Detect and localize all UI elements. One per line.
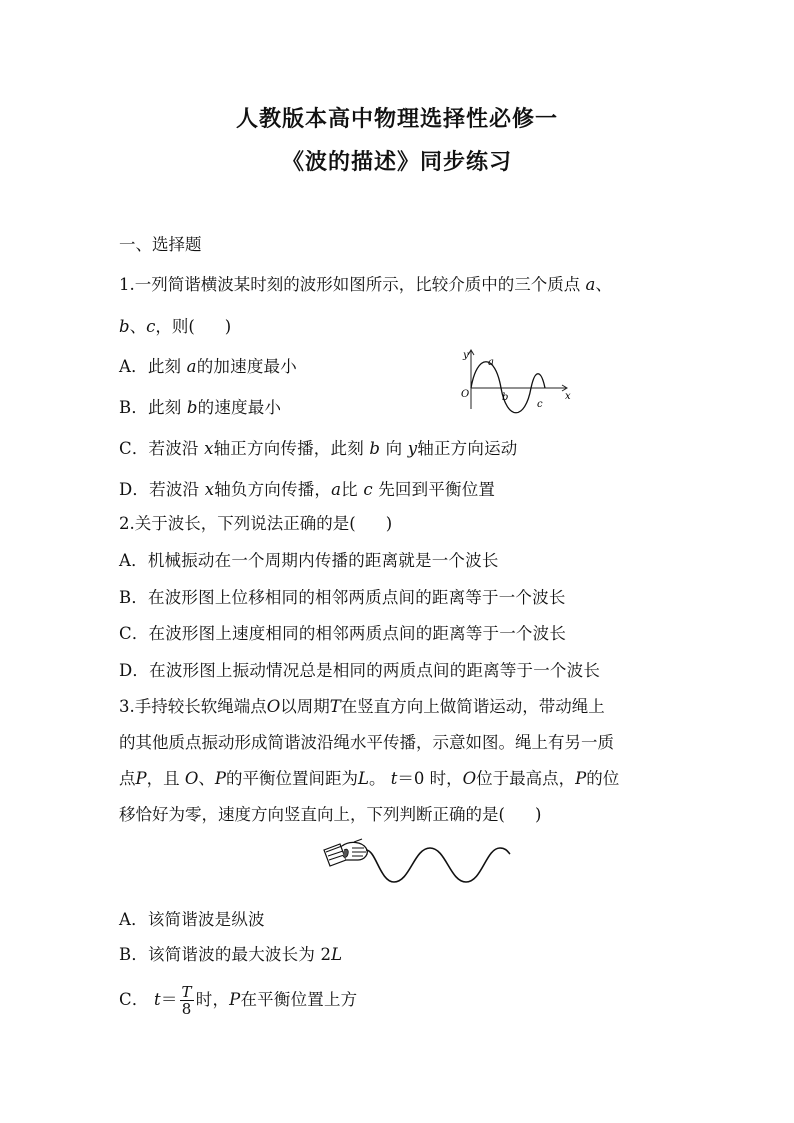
q1-stem-line1: 1.一列简谐横波某时刻的波形如图所示，比较介质中的三个质点 a、 (119, 275, 612, 294)
q3-stem-line2: 的其他质点振动形成简谐波沿绳水平传播，示意如图。绳上有另一质 (119, 733, 614, 752)
hand-icon (324, 839, 367, 866)
q3-stem-line1: 3.手持较长软绳端点O以周期T在竖直方向上做简谐运动，带动绳上 (119, 697, 605, 716)
y-axis-label: y (463, 350, 469, 361)
point-c-label: c (537, 399, 543, 410)
q2-option-c[interactable]: C．在波形图上速度相同的相邻两质点间的距离等于一个波长 (119, 624, 567, 643)
doc-title: 人教版本高中物理选择性必修一 (235, 107, 558, 132)
point-a-label: a (488, 357, 494, 368)
point-b-label: b (502, 392, 509, 403)
sine-wave (471, 362, 545, 413)
q3-stem-line4: 移恰好为零，速度方向竖直向上，下列判断正确的是( ) (119, 805, 542, 824)
q3-option-b[interactable]: B．该简谐波的最大波长为 2L (119, 945, 343, 964)
section-heading: 一、选择题 (119, 235, 202, 254)
q1-option-c[interactable]: C．若波沿 x轴正方向传播，此刻 b 向 y轴正方向运动 (119, 439, 518, 458)
q1-wave-figure (455, 345, 575, 415)
q1-option-b[interactable]: B．此刻 b的速度最小 (119, 398, 282, 417)
q2-option-b[interactable]: B．在波形图上位移相同的相邻两质点间的距离等于一个波长 (119, 588, 566, 607)
rope-wave (366, 848, 510, 882)
q3-rope-figure (318, 836, 518, 896)
q2-stem: 2.关于波长，下列说法正确的是( ) (119, 514, 393, 533)
q1-option-d[interactable]: D．若波沿 x轴负方向传播，a比 c 先回到平衡位置 (119, 480, 496, 499)
q2-option-a[interactable]: A．机械振动在一个周期内传播的距离就是一个波长 (119, 551, 499, 570)
q3-stem-line3: 点P，且 O、P的平衡位置间距为L。 t＝0 时，O位于最高点，P的位 (119, 769, 620, 788)
x-axis-label: x (565, 391, 571, 402)
doc-subtitle: 《波的描述》同步练习 (281, 150, 512, 175)
q3-option-a[interactable]: A．该简谐波是纵波 (119, 910, 265, 929)
q3-option-c[interactable]: C． t＝ $\frac{T}{8}$ 时，P在平衡位置上方 (119, 983, 358, 1018)
q1-option-a[interactable]: A．此刻 a的加速度最小 (119, 357, 297, 376)
q2-option-d[interactable]: D．在波形图上振动情况总是相同的两质点间的距离等于一个波长 (119, 661, 601, 680)
q1-stem-line2: b、c，则( ) (119, 317, 232, 336)
origin-label: O (461, 389, 470, 400)
fraction-t-over-8: $\frac{T}{8}$ (181, 983, 192, 1018)
